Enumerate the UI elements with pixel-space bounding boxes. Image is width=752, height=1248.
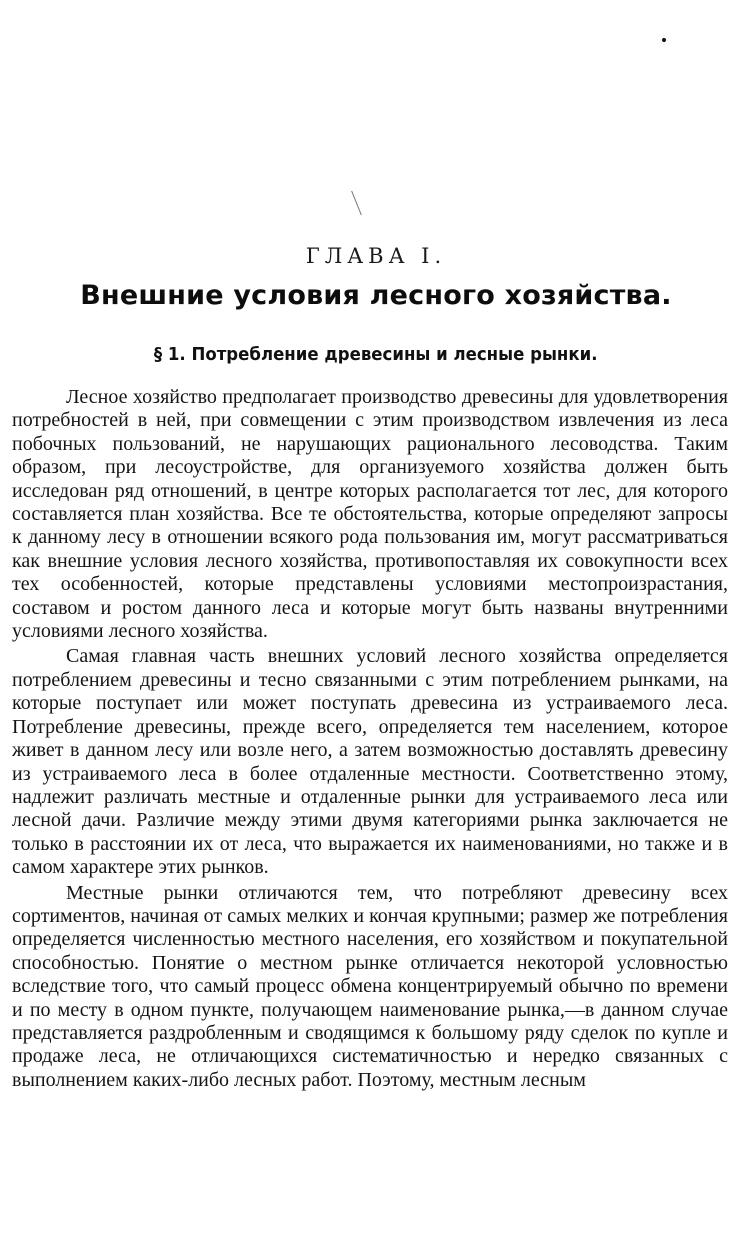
paragraph-1: Лесное хозяйство предполагает производство древесины для удовлетворения потребностей в ней, при совмещении с этим производством извлечения из леса побочных пользований, не нарушающих рационального лесоводства. Таким образом, при лесоустройстве, для организуемого хозяйства должен быть исследован ряд отношений, в центре которых располагается тот лес, для которого составляется план хозяйства. Все те обстоятельства, которые определяют запросы к данному лесу в отношении всякого рода пользования им, могут рассматриваться как внешние условия лесного хозяйства, противопоставляя их совокупности всех тех особенностей, которые представлены условиями местопроизрастания, составом и ростом данного леса и которые могут быть названы внутренними условиями лесного хозяйства. [12, 386, 728, 643]
chapter-label: ГЛАВА I. [305, 244, 447, 268]
paragraph-3: Местные рынки отличаются тем, что потребляют древесину всех сортиментов, начиная от самых мелких и кончая крупными; размер же потребления определяется численностью местного населения, его хозяйством и покупательной способностью. Понятие о местном рынке отличается некоторой условностью вследствие того, что самый процесс обмена концентрируемый обычно по времени и по месту в одном пункте, получающем наименование рынка,—в данном случае представляется раздробленным и сводящимся к большому ряду сделок по купле и продаже леса, не отличающихся систематичностью и нередко связанных с выполнением каких-либо лесных работ. Поэтому, местным лесным [12, 881, 728, 1091]
chapter-title: Внешние условия лесного хозяйства. [80, 280, 672, 311]
section-title: § 1. Потребление древесины и лесные рынки. [153, 344, 598, 365]
scan-mark [351, 191, 362, 215]
paragraph-2: Самая главная часть внешних условий лесного хозяйства определяется потреблением древесины и тесно связанными с этим потреблением рынками, на которые поступает или может поступать древесина из устраиваемого леса. Потребление древесины, прежде всего, определяется тем населением, которое живет в данном лесу или возле него, а затем возможностью доставлять древесину из устраиваемого леса в более отдаленные местности. Соответственно этому, надлежит различать местные и отдаленные рынки для устраиваемого леса или лесной дачи. Различие между этими двумя категориями рынка заключается не только в расстоянии их от леса, что выражается их наименованиями, но также и в самом характере этих рынков. [12, 645, 728, 879]
body-text [12, 386, 728, 1094]
ink-speck [661, 37, 666, 42]
